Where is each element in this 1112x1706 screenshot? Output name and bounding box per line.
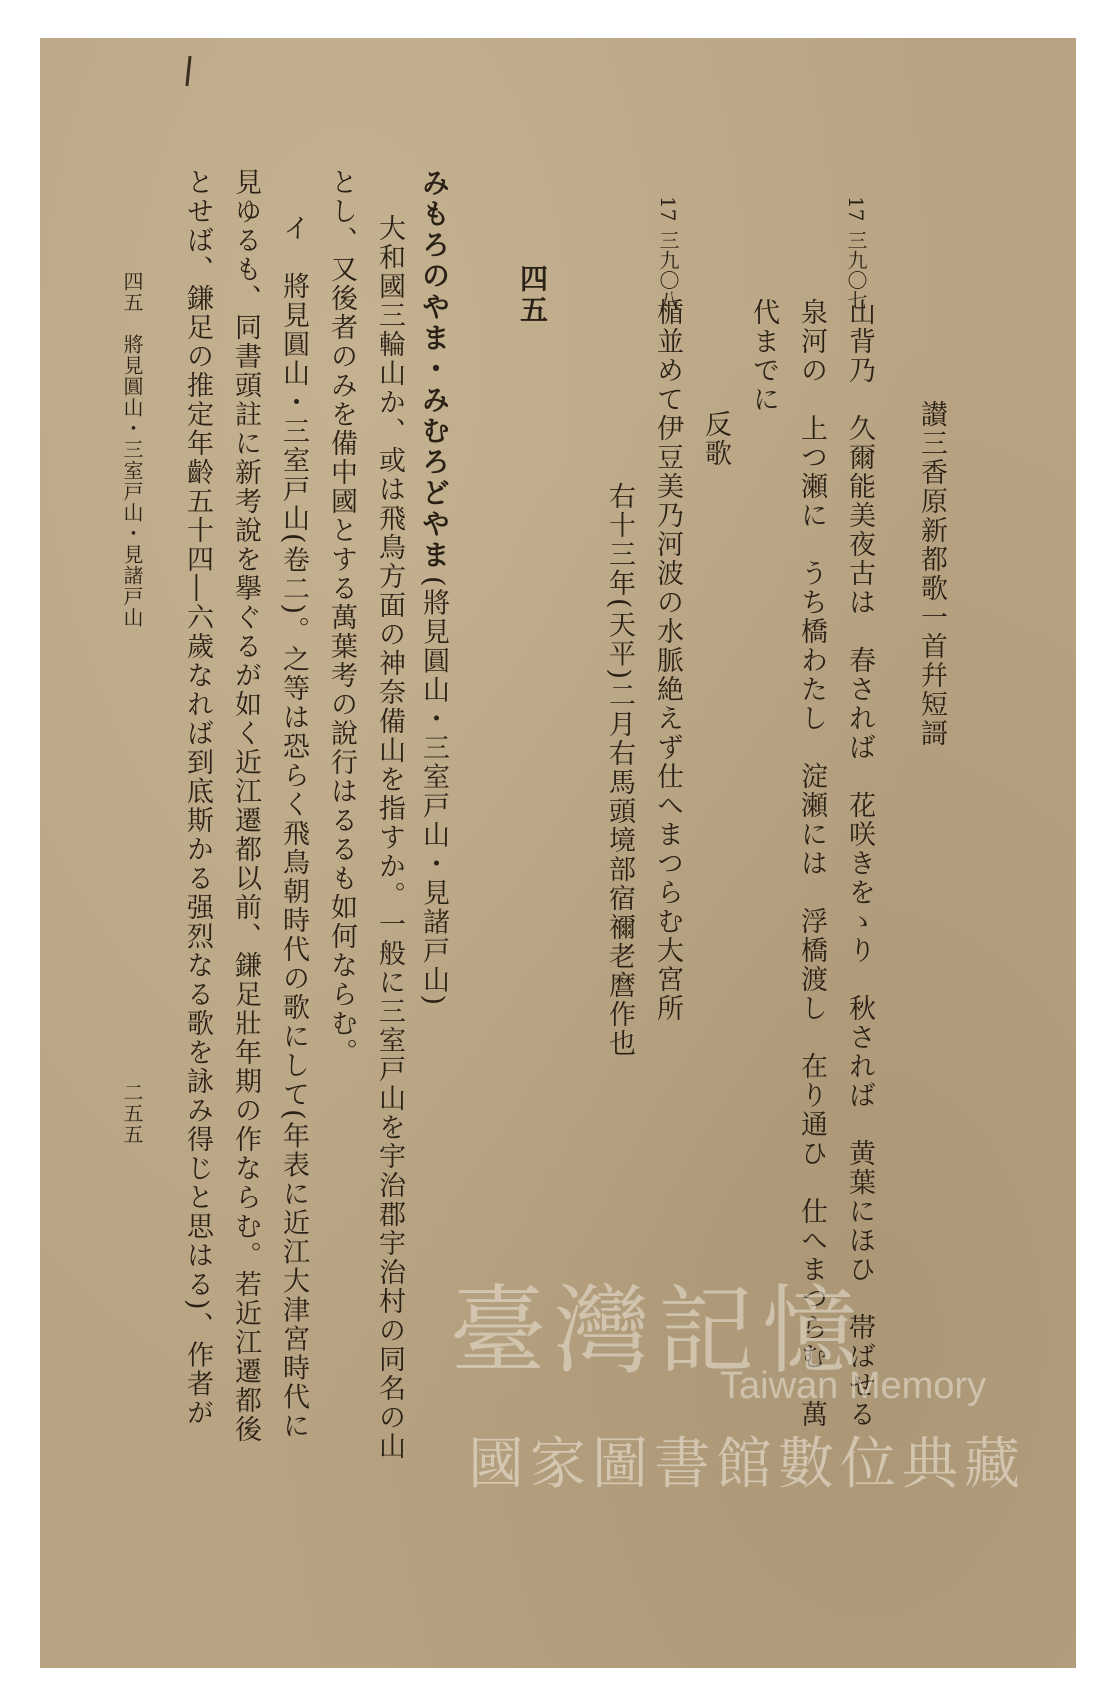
section-number: 四五 [516,264,549,326]
hanka-label: 反歌 [700,410,731,468]
watermark-chinese: 國家圖書館數位典藏 [468,1432,1026,1497]
para1-line2: とし、又後者のみを備中國とする萬葉考の說行はるるも如何ならむ。 [326,168,357,1067]
section-title: みもろのやま・みむろどやま [418,168,451,571]
poem-line-3: 代までに [748,298,779,414]
pencil-mark [185,56,191,86]
watermark-logo: 臺灣記憶 [450,1275,866,1387]
poem-line-2: 泉河の 上つ瀬に うち橋わたし 淀瀬には 浮橋渡し 在り通ひ 仕へまつらむ 萬 [796,298,827,1429]
poem-code-1: 三九〇七 [844,230,868,310]
section-title-paren: (將見圓山・三室戸山・見諸戸山) [418,576,449,1008]
poem-note: 右十三年(天平)二月右馬頭境部宿禰老麿作也 [604,482,635,1059]
page-number: 二五五 [120,1082,144,1145]
para2-line3: とせば、鎌足の推定年齡五十四―六歲なれば到底斯かる强烈なる歌を詠み得じと思はる)、作者が [182,168,213,1428]
para2-line1: イ 將見圓山・三室戸山(卷二)。之等は恐らく飛鳥朝時代の歌にして(年表に近江大津宮時代に [278,214,309,1441]
poem-number-2: 17 [656,196,680,222]
para2-line2: 見ゆるも、同書頭註に新考說を擧ぐるが如く近江遷都以前、鎌足壯年期の作ならむ。若近江遷都後 [230,168,261,1444]
watermark-english: Taiwan Memory [720,1365,987,1407]
poem-code-2: 三九〇八 [656,230,680,310]
poem-number-1: 17 [844,196,868,222]
running-head: 四五 將見圓山・三室戸山・見諸戸山 [120,271,144,628]
para1-line1: 大和國三輪山か、或は飛鳥方面の神奈備山を指すか。一般に三室戸山を宇治郡宇治村の同名の山 [374,214,405,1461]
poem-line-4: 楯並めて伊豆美乃河波の水脈絶えず仕へまつらむ大宮所 [652,298,683,1023]
poem-line-1: 山背乃 久爾能美夜古は 春されば 花咲きをゝり 秋されば 黄葉にほひ 帯ばせる [844,298,875,1429]
poem-heading: 讃三香原新都歌一首幷短謌 [916,400,947,748]
